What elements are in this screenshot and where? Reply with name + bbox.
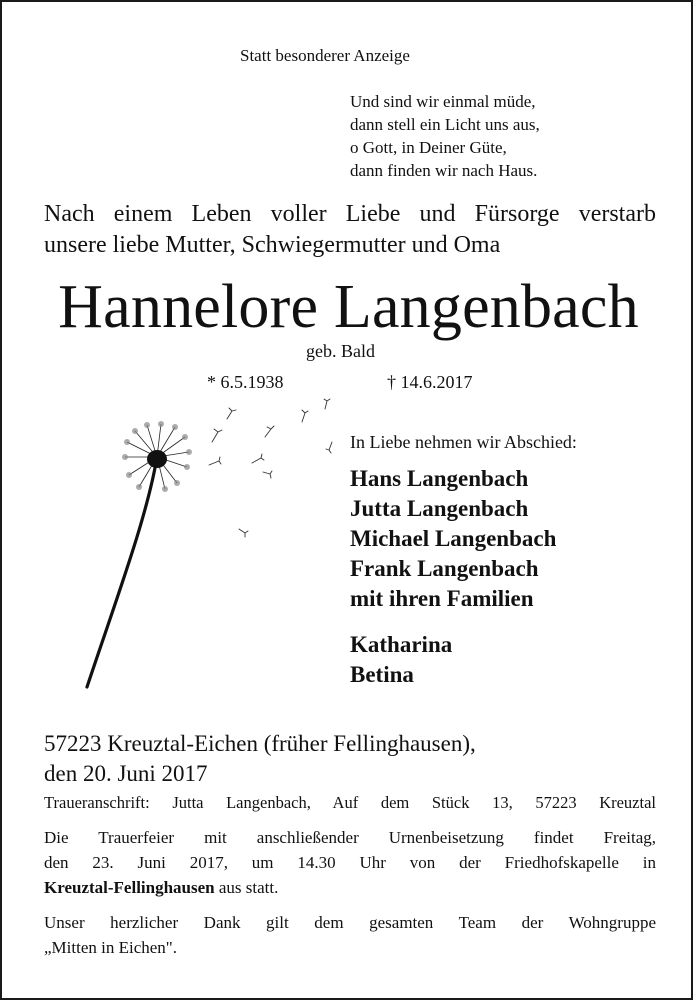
funeral-notice-line: Die Trauerfeier mit anschließender Urnenbeisetzung findet Freitag, (44, 828, 656, 847)
mourner-name: Hans Langenbach (350, 466, 529, 491)
poem-line: dann finden wir nach Haus. (350, 161, 538, 180)
place-and-date (44, 729, 476, 789)
poem-line: o Gott, in Deiner Güte, (350, 138, 507, 157)
poem-line: dann stell ein Licht uns aus, (350, 115, 540, 134)
death-date: † 14.6.2017 (387, 372, 473, 392)
grandchild-name: Katharina (350, 632, 453, 657)
intro-line: Nach einem Leben voller Liebe und Fürsorge verstarb (44, 201, 656, 227)
thanks-note (44, 910, 656, 960)
mourner-name: Jutta Langenbach (350, 496, 529, 521)
mourner-name: mit ihren Familien (350, 586, 534, 611)
funeral-notice-line (44, 875, 656, 900)
header-note: Statt besonderer Anzeige (240, 46, 410, 65)
maiden-name: geb. Bald (306, 341, 375, 361)
intro-line: unsere liebe Mutter, Schwiegermutter und Oma (44, 232, 501, 258)
mourners-list (350, 464, 556, 614)
mourner-name: Michael Langenbach (350, 526, 557, 551)
funeral-notice (44, 825, 656, 900)
dandelion-icon (77, 397, 342, 697)
thanks-line: „Mitten in Eichen". (44, 938, 177, 957)
birth-date: * 6.5.1938 (207, 372, 284, 392)
poem-line: Und sind wir einmal müde, (350, 92, 536, 111)
date-line: den 20. Juni 2017 (44, 761, 208, 786)
deceased-name: Hannelore Langenbach (58, 273, 639, 341)
funeral-location: Kreuztal-Fellinghausen (44, 878, 215, 897)
grandchildren-list (350, 630, 452, 690)
funeral-notice-rest: aus statt. (214, 878, 279, 897)
thanks-line: Unser herzlicher Dank gilt dem gesamten Team der Wohngruppe (44, 913, 656, 932)
farewell-line: In Liebe nehmen wir Abschied: (350, 432, 577, 452)
poem (350, 90, 540, 182)
mourning-address: Traueranschrift: Jutta Langenbach, Auf dem Stück 13, 57223 Kreuztal (44, 793, 656, 812)
grandchild-name: Betina (350, 662, 414, 687)
funeral-notice-line: den 23. Juni 2017, um 14.30 Uhr von der Friedhofskapelle in (44, 853, 656, 872)
mourner-name: Frank Langenbach (350, 556, 539, 581)
place-line: 57223 Kreuztal-Eichen (früher Fellinghausen), (44, 731, 476, 756)
intro-text (44, 199, 656, 261)
